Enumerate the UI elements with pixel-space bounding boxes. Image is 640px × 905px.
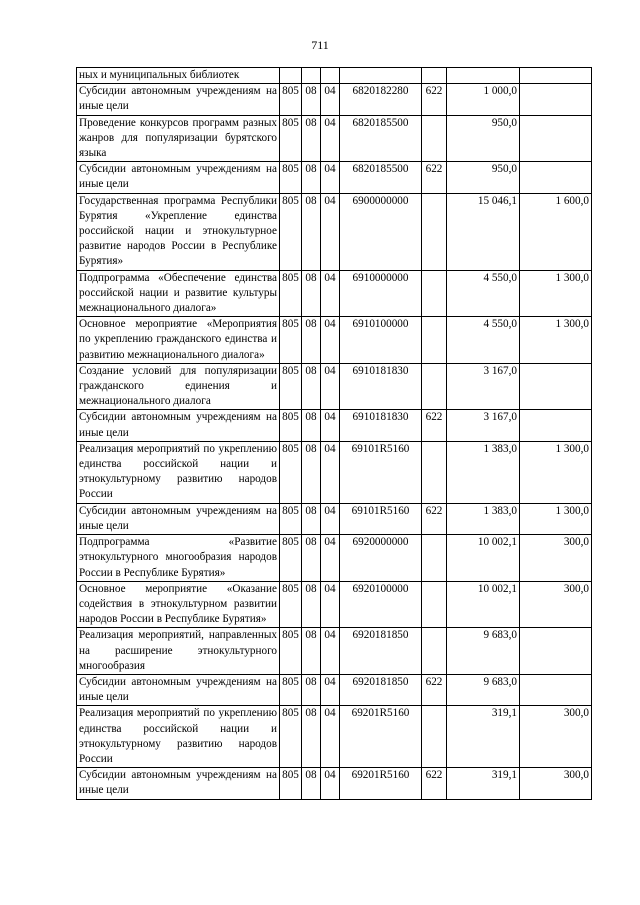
section-code-cell: 08 [302,441,321,503]
target-article-cell: 6920181850 [340,628,422,675]
target-article-cell: 6910181830 [340,363,422,410]
section-code-cell: 08 [302,706,321,768]
ministry-code-cell: 805 [280,503,302,534]
federal-amount-cell [520,68,592,84]
amount-cell: 10 002,1 [447,581,520,628]
expense-type-cell: 622 [422,84,447,115]
name-cell: Субсидии автономным учреждениям на иные цели [77,503,280,534]
federal-amount-cell [520,628,592,675]
subsection-code-cell: 04 [321,270,340,317]
subsection-code-cell: 04 [321,363,340,410]
target-article-cell: 6820185500 [340,162,422,193]
section-code-cell: 08 [302,162,321,193]
expense-type-cell: 622 [422,162,447,193]
table-row [77,68,592,84]
ministry-code-cell: 805 [280,441,302,503]
subsection-code-cell: 04 [321,628,340,675]
subsection-code-cell: 04 [321,535,340,582]
target-article-cell: 69201R5160 [340,706,422,768]
expense-type-cell [422,68,447,84]
name-cell: Подпрограмма «Развитие этнокультурного многообразия народов России в Республике Бурятия» [77,535,280,582]
ministry-code-cell: 805 [280,628,302,675]
table-row [77,441,592,503]
expense-type-cell [422,581,447,628]
section-code-cell: 08 [302,84,321,115]
expense-type-cell [422,317,447,364]
name-cell: Субсидии автономным учреждениям на иные цели [77,410,280,441]
federal-amount-cell: 300,0 [520,581,592,628]
subsection-code-cell: 04 [321,674,340,705]
section-code-cell: 08 [302,581,321,628]
amount-cell: 319,1 [447,768,520,799]
name-cell: Субсидии автономным учреждениям на иные цели [77,84,280,115]
ministry-code-cell: 805 [280,270,302,317]
name-cell: Субсидии автономным учреждениям на иные цели [77,768,280,799]
expense-type-cell [422,441,447,503]
ministry-code-cell: 805 [280,706,302,768]
federal-amount-cell [520,410,592,441]
table-row [77,503,592,534]
ministry-code-cell: 805 [280,162,302,193]
target-article-cell [340,68,422,84]
target-article-cell: 6820182280 [340,84,422,115]
subsection-code-cell: 04 [321,581,340,628]
federal-amount-cell: 1 300,0 [520,503,592,534]
subsection-code-cell: 04 [321,441,340,503]
ministry-code-cell: 805 [280,84,302,115]
expense-type-cell [422,628,447,675]
name-cell: Государственная программа Республики Бурятия «Укрепление единства российской нации и этнокультурное развитие народов России в Республике Бурятия» [77,193,280,270]
target-article-cell: 6910100000 [340,317,422,364]
federal-amount-cell [520,162,592,193]
expense-type-cell [422,270,447,317]
subsection-code-cell: 04 [321,115,340,162]
amount-cell: 9 683,0 [447,674,520,705]
section-code-cell: 08 [302,768,321,799]
ministry-code-cell: 805 [280,768,302,799]
target-article-cell: 6920100000 [340,581,422,628]
expense-type-cell: 622 [422,503,447,534]
table-body [77,68,592,800]
subsection-code-cell: 04 [321,503,340,534]
expense-type-cell [422,115,447,162]
target-article-cell: 6910000000 [340,270,422,317]
table-row [77,410,592,441]
expense-type-cell: 622 [422,410,447,441]
federal-amount-cell: 300,0 [520,535,592,582]
table-row [77,674,592,705]
target-article-cell: 6820185500 [340,115,422,162]
amount-cell [447,68,520,84]
ministry-code-cell: 805 [280,674,302,705]
amount-cell: 10 002,1 [447,535,520,582]
table-row [77,363,592,410]
federal-amount-cell [520,363,592,410]
name-cell: Создание условий для популяризации гражданского единения и межнационального диалога [77,363,280,410]
federal-amount-cell: 1 300,0 [520,317,592,364]
subsection-code-cell [321,68,340,84]
expense-type-cell [422,535,447,582]
section-code-cell: 08 [302,317,321,364]
federal-amount-cell [520,115,592,162]
name-cell: Субсидии автономным учреждениям на иные цели [77,162,280,193]
page-number: 711 [311,38,329,52]
federal-amount-cell: 300,0 [520,768,592,799]
ministry-code-cell: 805 [280,363,302,410]
subsection-code-cell: 04 [321,410,340,441]
table-row [77,317,592,364]
target-article-cell: 69101R5160 [340,503,422,534]
section-code-cell: 08 [302,363,321,410]
ministry-code-cell [280,68,302,84]
expense-type-cell [422,363,447,410]
amount-cell: 950,0 [447,115,520,162]
section-code-cell [302,68,321,84]
name-cell: Основное мероприятие «Оказание содействия в этнокультурном развитии народов России в Республике Бурятия» [77,581,280,628]
name-cell: Проведение конкурсов программ разных жанров для популяризации бурятского языка [77,115,280,162]
target-article-cell: 69201R5160 [340,768,422,799]
section-code-cell: 08 [302,535,321,582]
table-row [77,162,592,193]
expense-type-cell [422,193,447,270]
federal-amount-cell [520,84,592,115]
expense-type-cell: 622 [422,674,447,705]
subsection-code-cell: 04 [321,162,340,193]
table-row [77,768,592,799]
subsection-code-cell: 04 [321,317,340,364]
target-article-cell: 6910181830 [340,410,422,441]
section-code-cell: 08 [302,410,321,441]
table-row [77,193,592,270]
amount-cell: 4 550,0 [447,317,520,364]
amount-cell: 9 683,0 [447,628,520,675]
amount-cell: 4 550,0 [447,270,520,317]
subsection-code-cell: 04 [321,706,340,768]
ministry-code-cell: 805 [280,193,302,270]
name-cell: Реализация мероприятий по укреплению единства российской нации и этнокультурному развитию народов России [77,441,280,503]
table-row [77,535,592,582]
section-code-cell: 08 [302,115,321,162]
table-row [77,581,592,628]
subsection-code-cell: 04 [321,768,340,799]
name-cell: Реализация мероприятий, направленных на расширение этнокультурного многообразия [77,628,280,675]
ministry-code-cell: 805 [280,115,302,162]
table-row [77,628,592,675]
target-article-cell: 6920181850 [340,674,422,705]
amount-cell: 319,1 [447,706,520,768]
amount-cell: 3 167,0 [447,363,520,410]
table-row [77,84,592,115]
federal-amount-cell: 300,0 [520,706,592,768]
name-cell: ных и муниципальных библиотек [77,68,280,84]
name-cell: Подпрограмма «Обеспечение единства российской нации и развитие культуры межнационального диалога» [77,270,280,317]
table-row [77,706,592,768]
table-row [77,115,592,162]
section-code-cell: 08 [302,193,321,270]
target-article-cell: 6900000000 [340,193,422,270]
amount-cell: 950,0 [447,162,520,193]
subsection-code-cell: 04 [321,84,340,115]
federal-amount-cell: 1 300,0 [520,270,592,317]
ministry-code-cell: 805 [280,535,302,582]
amount-cell: 3 167,0 [447,410,520,441]
expense-type-cell [422,706,447,768]
amount-cell: 1 383,0 [447,441,520,503]
ministry-code-cell: 805 [280,317,302,364]
target-article-cell: 69101R5160 [340,441,422,503]
section-code-cell: 08 [302,674,321,705]
target-article-cell: 6920000000 [340,535,422,582]
federal-amount-cell: 1 600,0 [520,193,592,270]
section-code-cell: 08 [302,503,321,534]
federal-amount-cell [520,674,592,705]
amount-cell: 15 046,1 [447,193,520,270]
ministry-code-cell: 805 [280,410,302,441]
table-row [77,270,592,317]
expense-type-cell: 622 [422,768,447,799]
name-cell: Основное мероприятие «Мероприятия по укреплению гражданского единства и развитию межнационального диалога» [77,317,280,364]
name-cell: Субсидии автономным учреждениям на иные цели [77,674,280,705]
budget-table [76,67,592,800]
amount-cell: 1 383,0 [447,503,520,534]
amount-cell: 1 000,0 [447,84,520,115]
ministry-code-cell: 805 [280,581,302,628]
section-code-cell: 08 [302,270,321,317]
subsection-code-cell: 04 [321,193,340,270]
section-code-cell: 08 [302,628,321,675]
federal-amount-cell: 1 300,0 [520,441,592,503]
name-cell: Реализация мероприятий по укреплению единства российской нации и этнокультурному развитию народов России [77,706,280,768]
